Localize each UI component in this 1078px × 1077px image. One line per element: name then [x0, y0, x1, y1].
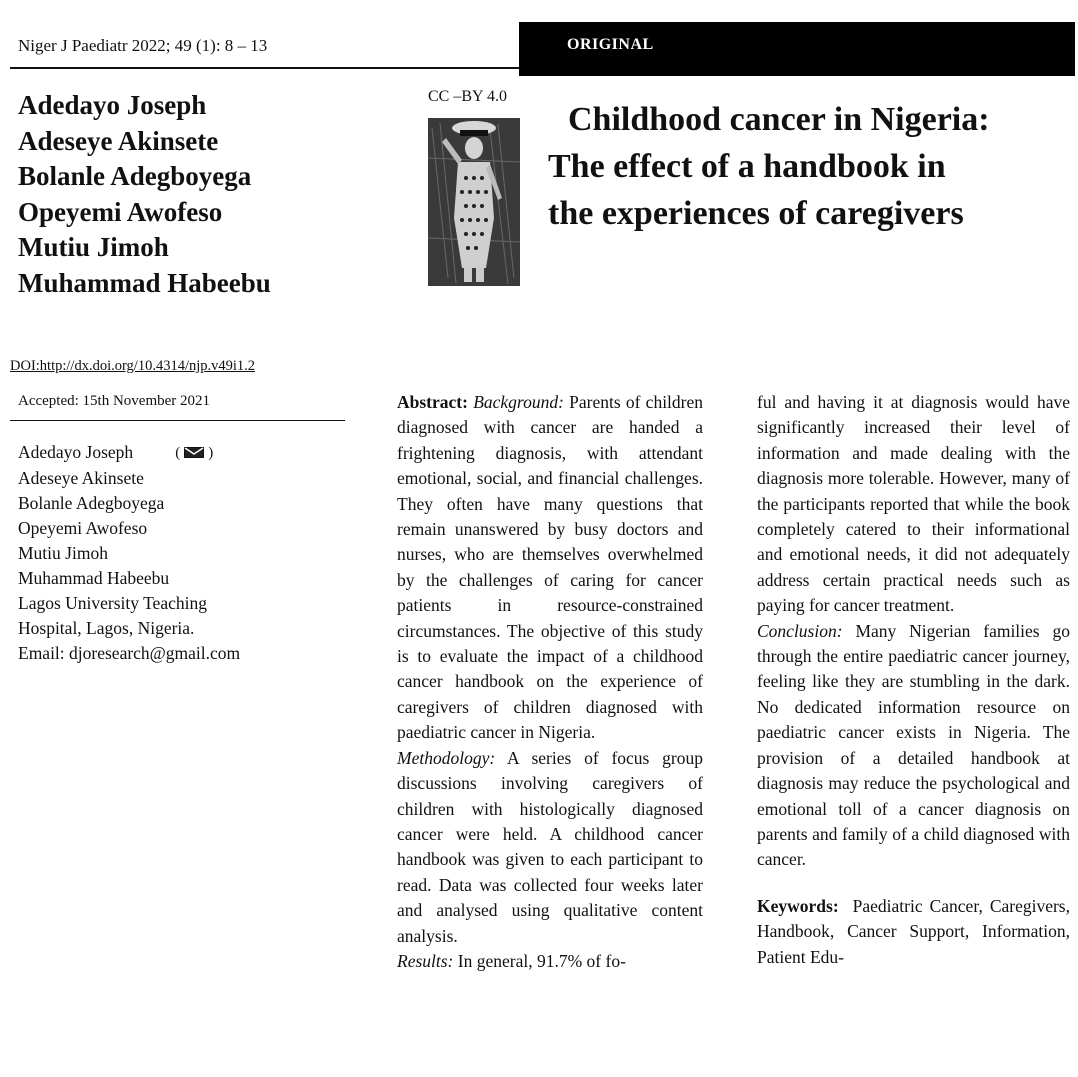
affiliation-author: Opeyemi Awofeso: [18, 518, 148, 538]
affiliation-author: Muhammad Habeebu: [18, 568, 170, 588]
abstract-label: Abstract:: [397, 392, 468, 412]
abstract-column-right: [757, 390, 1070, 970]
license-label: CC –BY 4.0: [428, 88, 507, 105]
conclusion-text: Many Nigerian families go through the entire paediatric cancer journey, feeling like they are stumbling in the dark. No dedicated information resource on paediatric cancer exists in Nigeria. The provision of a detailed handbook at diagnosis may reduce the psychological and emotional toll of a cancer diagnosis on parents and family of a child diagnosed with cancer.: [757, 620, 1070, 870]
results-label: Results:: [397, 950, 454, 971]
keywords-text: Paediatric Cancer, Caregivers, Handbook, Cancer Support, Information, Patient Edu-: [757, 895, 1070, 967]
accepted-rule: [10, 420, 345, 421]
doi-link[interactable]: DOI:http://dx.doi.org/10.4314/njp.v49i1.2: [10, 358, 256, 374]
abstract-background: [397, 390, 703, 746]
affiliation-author: Mutiu Jimoh: [18, 543, 108, 563]
affiliation-author: [18, 440, 348, 466]
section-label: ORIGINAL: [567, 36, 654, 53]
article-title: [548, 96, 1073, 237]
author-name: Adedayo Joseph: [18, 90, 207, 120]
header-rule: [10, 67, 520, 69]
affiliation-block: [18, 440, 348, 666]
affiliation-author: Bolanle Adegboyega: [18, 493, 165, 513]
affiliation-institution: Hospital, Lagos, Nigeria.: [18, 618, 195, 638]
envelope-icon[interactable]: ( ): [175, 445, 214, 461]
background-text: Parents of children diagnosed with cancer are handed a frightening diagnosis, with attendant emotional, social, and financial challenges. They often have many questions that remain unanswered by busy doctors and nurses, who are themselves overwhelmed by the challenges of caring for cancer patients in resource-constrained circumstances. The objective of this study is to evaluate the impact of a childhood cancer handbook on the experience of caregivers of children diagnosed with paediatric cancer in Nigeria.: [397, 392, 704, 743]
abstract-column-left: [397, 390, 703, 974]
results-text-start: In general, 91.7% of fo-: [457, 950, 626, 971]
conclusion-label: Conclusion:: [757, 620, 843, 641]
abstract-methodology: [397, 746, 703, 949]
title-line: the experiences of caregivers: [548, 195, 964, 232]
abstract-results-start: [397, 949, 703, 974]
author-name: Opeyemi Awofeso: [18, 196, 223, 227]
title-line: Childhood cancer in Nigeria:: [568, 101, 990, 138]
abstract-conclusion: [757, 619, 1070, 873]
background-label: Background:: [473, 392, 564, 412]
author-name: Mutiu Jimoh: [18, 232, 169, 262]
methodology-text: A series of focus group discussions involving caregivers of children with histologically diagnosed cancer were held. A childhood cancer handbook was given to each participant to read. Data was collected four weeks later and analysed using qualitative content analysis.: [397, 747, 703, 946]
author-name: Muhammad Habeebu: [18, 267, 271, 298]
abstract-results-continued: ful and having it at diagnosis would have significantly increased their level of information and made dealing with the diagnosis more tolerable. However, many of the participants reported that while the book completely catered to their informational and emotional needs, it did not adequately address certain practical needs such as paying for cancer treatment.: [757, 392, 1070, 616]
author-list: [18, 88, 418, 301]
journal-reference: Niger J Paediatr 2022; 49 (1): 8 – 13: [18, 36, 268, 55]
section-banner: [519, 22, 1075, 76]
affiliation-author: Adeseye Akinsete: [18, 468, 144, 488]
title-line: The effect of a handbook in: [548, 148, 946, 185]
author-name: Bolanle Adegboyega: [18, 161, 252, 191]
affiliation-author-name: Adedayo Joseph: [18, 442, 134, 462]
affiliation-institution: Lagos University Teaching: [18, 593, 207, 613]
journal-woodcut-illustration: [428, 118, 520, 286]
methodology-label: Methodology:: [397, 747, 496, 768]
affiliation-email[interactable]: Email: djoresearch@gmail.com: [18, 643, 241, 663]
keywords-label: Keywords:: [757, 895, 839, 916]
accepted-date: Accepted: 15th November 2021: [18, 393, 211, 409]
author-name: Adeseye Akinsete: [18, 125, 219, 156]
keywords: [757, 894, 1070, 970]
